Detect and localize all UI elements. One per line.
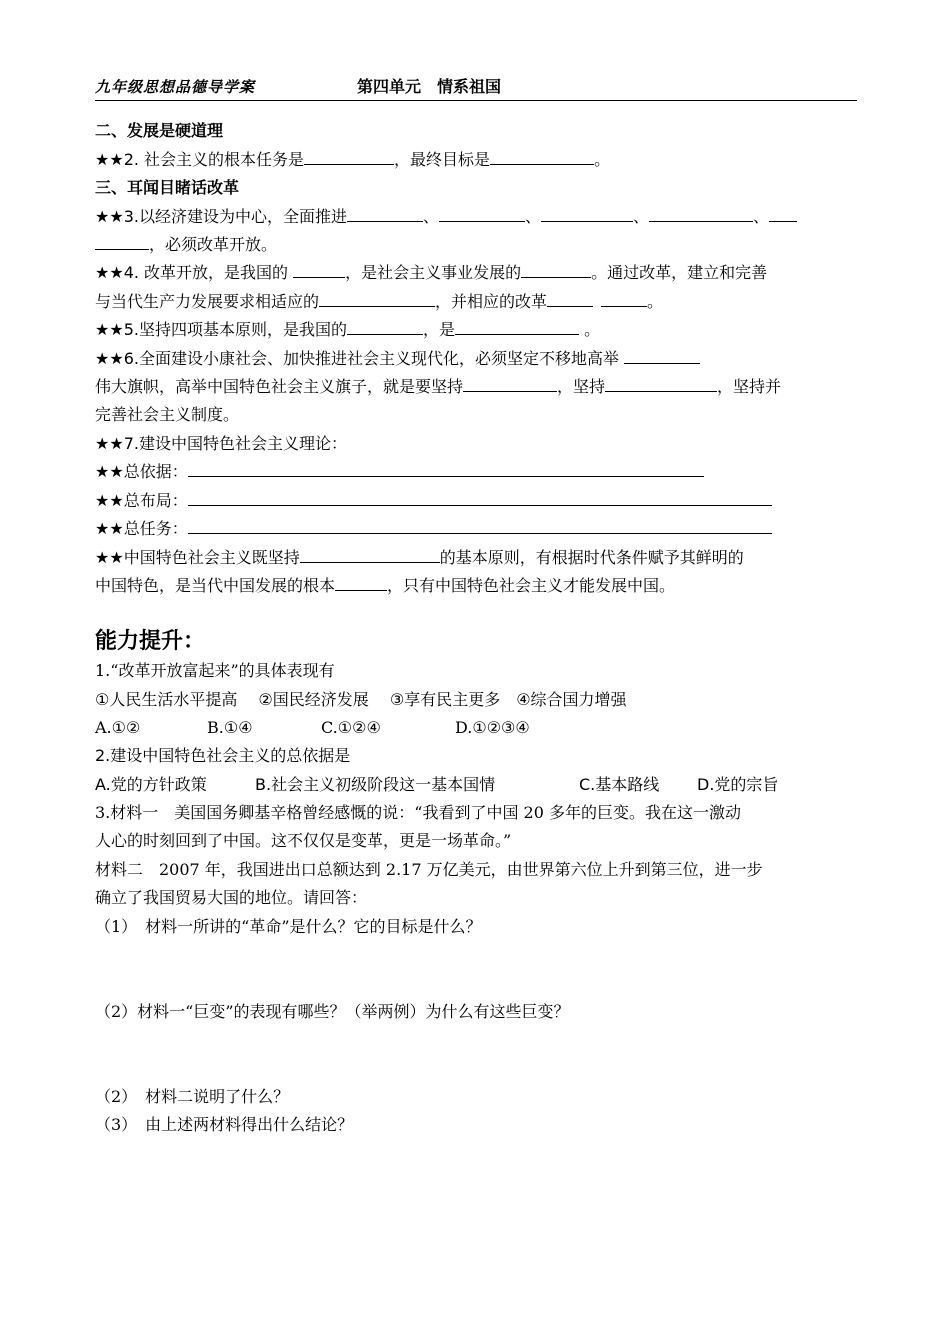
answer-blank: [541, 206, 633, 222]
q3-text: ★★3.以经济建设为中心，全面推进: [95, 207, 347, 226]
q5-text: ，是: [422, 320, 455, 339]
question-7b: [95, 490, 772, 512]
answer-blank: [188, 490, 772, 506]
question-7c: [95, 518, 772, 540]
material-line: 材料二 2007 年，我国进出口总额达到 2.17 万亿美元，由世界第六位上升到第三位，进一步: [95, 860, 763, 879]
question-8-cont: [95, 575, 675, 597]
question-7a: [95, 461, 704, 483]
question-3: [95, 206, 797, 228]
header-unit: 第四单元 情系祖国: [357, 77, 502, 96]
answer-blank: [521, 262, 591, 278]
answer-blank: [439, 206, 525, 222]
q8-text: ★★中国特色社会主义既坚持: [95, 548, 300, 567]
q2-text: ，最终目标是: [394, 150, 491, 169]
q2-text: ★★2. 社会主义的根本任务是: [95, 150, 305, 169]
q7-label: ★★总任务：: [95, 519, 188, 538]
question-6-cont: [95, 376, 781, 398]
q7-label: ★★总布局：: [95, 491, 188, 510]
material-line: 人心的时刻回到了中国。这不仅仅是变革，更是一场革命。”: [95, 831, 512, 850]
answer-blank: [490, 149, 594, 165]
page-header: [95, 76, 857, 101]
sub-question: （1） 材料一所讲的“革命”是什么？它的目标是什么？: [95, 917, 482, 936]
answer-option: A.党的方针政策: [95, 775, 207, 794]
practice-answers-1: [95, 717, 530, 739]
answer-blank: [188, 518, 772, 534]
question-2: [95, 149, 610, 171]
answer-blank: [319, 291, 435, 307]
answer-blank: [547, 291, 593, 307]
question-4-cont: [95, 291, 663, 313]
practice-question-2: 2.建设中国特色社会主义的总依据是: [95, 746, 351, 765]
answer-blank: [624, 348, 700, 364]
question-3-cont: [95, 234, 277, 256]
q4-text: ★★4. 改革开放，是我国的: [95, 263, 294, 282]
answer-option: B.社会主义初级阶段这一基本国情: [255, 775, 496, 794]
answer-option: D.①②③④: [455, 718, 530, 737]
q8-text: ，只有中国特色社会主义才能发展中国。: [387, 576, 676, 595]
question-5: [95, 319, 600, 341]
answer-blank: [335, 575, 387, 591]
q6-text: ★★6.全面建设小康社会、加快推进社会主义现代化，必须坚定不移地高举: [95, 349, 625, 368]
answer-blank: [347, 319, 423, 335]
q6-text: 伟大旗帜，高举中国特色社会主义旗子，就是要坚持: [95, 377, 464, 396]
separator: 、: [753, 207, 770, 226]
sub-question: （2）材料一“巨变”的表现有哪些？（举两例）为什么有这些巨变？: [95, 1002, 570, 1021]
answer-blank: [347, 206, 423, 222]
q4-text: 与当代生产力发展要求相适应的: [95, 292, 320, 311]
section-heading: 三、耳闻目睹话改革: [95, 178, 240, 197]
section-heading: 二、发展是硬道理: [95, 121, 224, 140]
q4-text: ，并相应的改革: [435, 292, 548, 311]
q8-text: 的基本原则，有根据时代条件赋予其鲜明的: [439, 548, 744, 567]
answer-blank: [463, 376, 557, 392]
question-7: ★★7.建设中国特色社会主义理论：: [95, 434, 347, 453]
answer-blank: [649, 206, 753, 222]
q2-text: 。: [594, 150, 611, 169]
question-4: [95, 262, 767, 284]
answer-blank: [769, 206, 797, 222]
q3-text: ，必须改革开放。: [149, 235, 278, 254]
question-8: [95, 547, 744, 569]
answer-blank: [304, 149, 394, 165]
answer-blank: [95, 234, 149, 250]
material-line: 3.材料一 美国国务卿基辛格曾经感慨的说：“我看到了中国 20 多年的巨变。我在这一激动: [95, 803, 741, 822]
q4-text: ，是社会主义事业发展的: [345, 263, 522, 282]
answer-blank: [605, 376, 717, 392]
q5-text: 。: [578, 320, 601, 339]
answer-option: A.①②: [95, 718, 141, 737]
material-line: 确立了我国贸易大国的地位。请回答：: [95, 888, 368, 907]
q6-text: ，坚持并: [717, 377, 782, 396]
question-6: [95, 348, 700, 370]
answer-blank: [455, 319, 579, 335]
answer-option: C.基本路线: [579, 775, 660, 794]
separator: 、: [422, 207, 439, 226]
answer-blank: [300, 547, 440, 563]
q7-label: ★★总依据：: [95, 462, 188, 481]
answer-blank: [188, 461, 704, 477]
q4-text: 。: [647, 292, 664, 311]
sub-question: （2） 材料二说明了什么？: [95, 1087, 290, 1106]
answer-blank: [601, 291, 647, 307]
separator: 、: [633, 207, 650, 226]
header-course: 九年级思想品德导学案: [95, 78, 256, 96]
answer-option: D.党的宗旨: [697, 775, 779, 794]
practice-options: ①人民生活水平提高 ②国民经济发展 ③享有民主更多 ④综合国力增强: [95, 690, 627, 709]
answer-blank: [293, 262, 345, 278]
q6-text: ，坚持: [557, 377, 606, 396]
q4-text: 。通过改革，建立和完善: [591, 263, 768, 282]
question-6-end: 完善社会主义制度。: [95, 405, 240, 424]
q5-text: ★★5.坚持四项基本原则，是我国的: [95, 320, 347, 339]
q8-text: 中国特色，是当代中国发展的根本: [95, 576, 336, 595]
practice-question-1: 1.“改革开放富起来”的具体表现有: [95, 661, 335, 680]
answer-option: C.①②④: [321, 718, 381, 737]
separator: 、: [524, 207, 541, 226]
sub-question: （3） 由上述两材料得出什么结论？: [95, 1115, 354, 1134]
practice-answers-2: [95, 774, 778, 796]
ability-title: 能力提升：: [95, 629, 206, 654]
answer-option: B.①④: [207, 718, 253, 737]
